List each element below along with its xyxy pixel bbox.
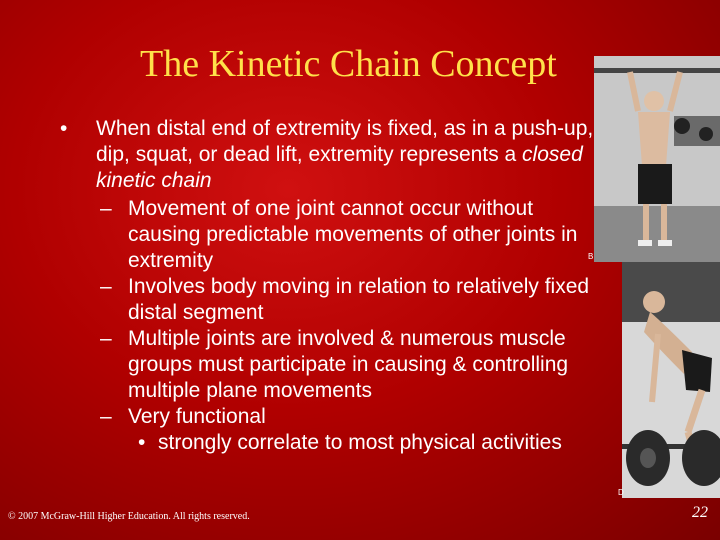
subbullet-1 bbox=[56, 196, 606, 274]
copyright-footer: © 2007 McGraw-Hill Higher Education. All rights reserved. bbox=[8, 511, 250, 522]
deadlift-photo bbox=[622, 262, 720, 498]
dash-marker: – bbox=[100, 197, 112, 220]
dash-marker: – bbox=[100, 405, 112, 428]
subsub-text: strongly correlate to most physical activities bbox=[158, 431, 562, 454]
bullet-main bbox=[56, 116, 606, 194]
subsub-bullet bbox=[56, 430, 606, 456]
subbullet-2 bbox=[56, 274, 606, 326]
bullet-main-text: When distal end of extremity is fixed, as in a push-up, dip, squat, or dead lift, extremity represents a bbox=[96, 117, 594, 166]
bullet-main-italic: closed kinetic chain bbox=[96, 143, 583, 192]
pullup-photo bbox=[594, 56, 720, 262]
subbullet-text: Movement of one joint cannot occur without causing predictable movements of other joints in extremity bbox=[128, 197, 578, 272]
bullet-marker: • bbox=[138, 431, 146, 454]
slide-title: The Kinetic Chain Concept bbox=[140, 43, 557, 85]
subbullet-3 bbox=[56, 326, 606, 404]
subbullet-text: Very functional bbox=[128, 405, 266, 428]
slide-body bbox=[56, 116, 606, 456]
dash-marker: – bbox=[100, 275, 112, 298]
subbullet-text: Involves body moving in relation to relatively fixed distal segment bbox=[128, 275, 590, 324]
subbullet-text: Multiple joints are involved & numerous muscle groups must participate in causing & controlling multiple plane movements bbox=[128, 327, 569, 402]
subbullet-4 bbox=[56, 404, 606, 430]
photo-label-b: B bbox=[588, 252, 594, 261]
page-number: 22 bbox=[692, 504, 708, 521]
bullet-marker: • bbox=[60, 117, 68, 140]
dash-marker: – bbox=[100, 327, 112, 350]
photo-label-d: D bbox=[618, 488, 624, 497]
